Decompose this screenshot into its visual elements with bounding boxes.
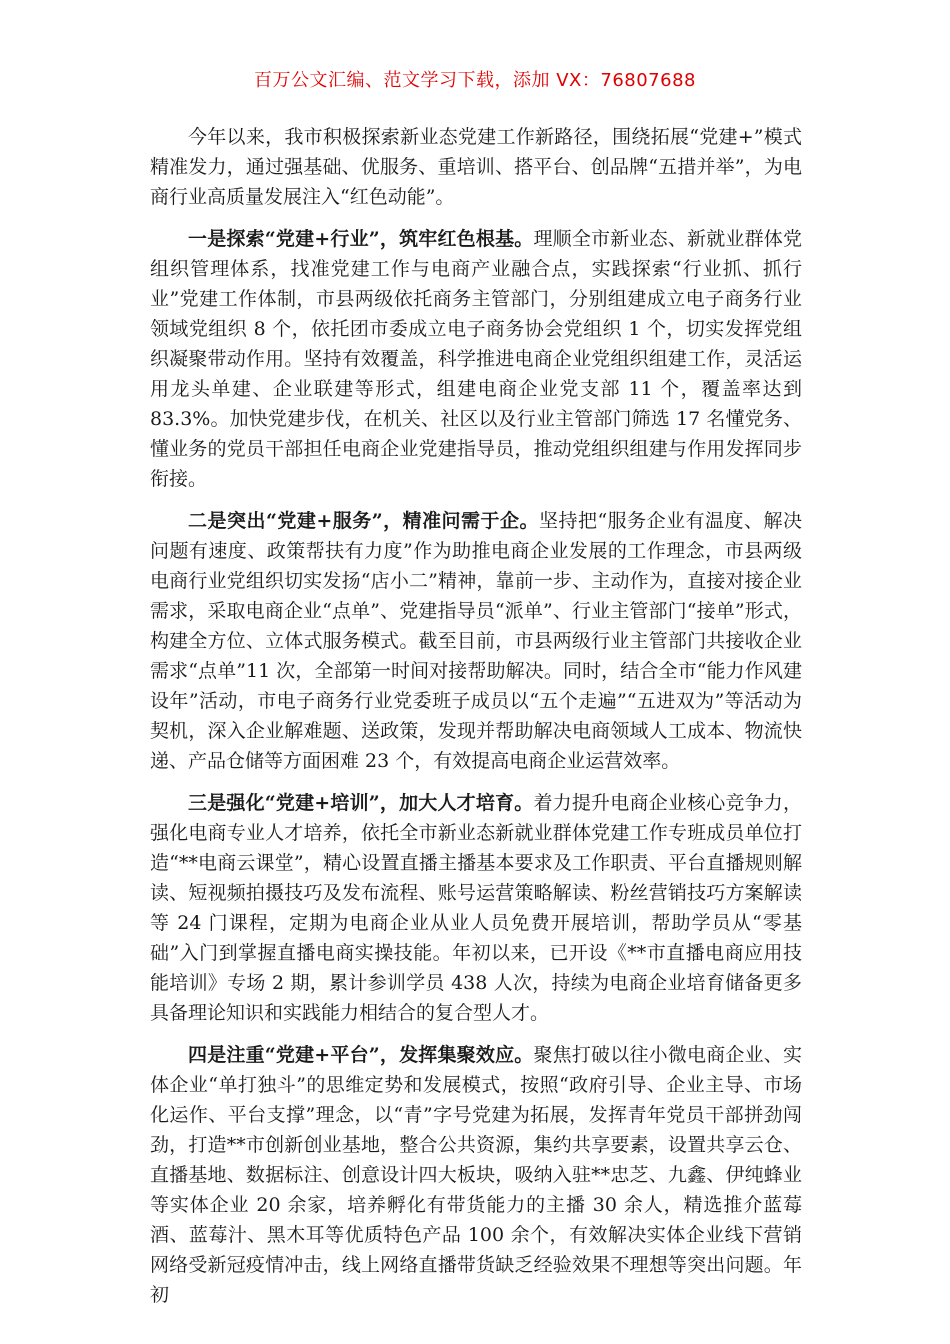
section-body-3: 着力提升电商企业核心竞争力，强化电商专业人才培养，依托全市新业态新就业群体党建工作专班成员单位打造“**电商云课堂”，精心设置直播主播基本要求及工作职责、平台直播规则解读、短视频拍摄技巧及发布流程、账号运营策略解读、粉丝营销技巧方案解读等 24 门课程，定期为电商企业从业人员免费开展培训，帮助学员从“零基础”入门到掌握直播电商实操技能。年初以来，已开设《**市直播电商应用技能培训》专场 2 期，累计参训学员 438 人次，持续为电商企业培育储备更多具备理论知识和实践能力相结合的复合型人才。 [150,792,802,1024]
section-lead-4: 四是注重“党建+平台”，发挥集聚效应。 [188,1044,534,1066]
section-lead-2: 二是突出“党建+服务”，精准问需于企。 [188,510,539,532]
section-paragraph-2 [150,506,802,776]
document-body [150,122,802,1322]
section-body-2: 坚持把“服务企业有温度、解决问题有速度、政策帮扶有力度”作为助推电商企业发展的工作理念，市县两级电商行业党组织切实发扬“店小二”精神，靠前一步、主动作为，直接对接企业需求，采取电商企业“点单”、党建指导员“派单”、行业主管部门“接单”形式，构建全方位、立体式服务模式。截至目前，市县两级行业主管部门共接收企业需求“点单”11 次，全部第一时间对接帮助解决。同时，结合全市“能力作风建设年”活动，市电子商务行业党委班子成员以“五个走遍”“五进双为”等活动为契机，深入企业解难题、送政策，发现并帮助解决电商领域人工成本、物流快递、产品仓储等方面困难 23 个，有效提高电商企业运营效率。 [150,510,802,772]
section-paragraph-1 [150,224,802,494]
section-lead-3: 三是强化“党建+培训”，加大人才培育。 [188,792,534,814]
section-lead-1: 一是探索“党建+行业”，筑牢红色根基。 [188,228,534,250]
section-body-1: 理顺全市新业态、新就业群体党组织管理体系，找准党建工作与电商产业融合点，实践探索“行业抓、抓行业”党建工作体制，市县两级依托商务主管部门，分别组建成立电子商务行业领域党组织 8 个，依托团市委成立电子商务协会党组织 1 个，切实发挥党组织凝聚带动作用。坚持有效覆盖，科学推进电商企业党组织组建工作，灵活运用龙头单建、企业联建等形式，组建电商企业党支部 11 个，覆盖率达到 83.3%。加快党建步伐，在机关、社区以及行业主管部门筛选 17 名懂党务、懂业务的党员干部担任电商企业党建指导员，推动党组织组建与作用发挥同步衔接。 [150,228,802,490]
section-paragraph-3 [150,788,802,1028]
header-banner: 百万公文汇编、范文学习下载，添加 VX：76807688 [254,70,696,91]
section-paragraph-4 [150,1040,802,1310]
intro-paragraph: 今年以来，我市积极探索新业态党建工作新路径，围绕拓展“党建+”模式精准发力，通过强基础、优服务、重培训、搭平台、创品牌“五措并举”，为电商行业高质量发展注入“红色动能”。 [150,126,802,208]
section-body-4: 聚焦打破以往小微电商企业、实体企业“单打独斗”的思维定势和发展模式，按照“政府引导、企业主导、市场化运作、平台支撑”理念，以“青”字号党建为拓展，发挥青年党员干部拼劲闯劲，打造**市创新创业基地，整合公共资源，集约共享要素，设置共享云仓、直播基地、数据标注、创意设计四大板块，吸纳入驻**忠芝、九鑫、伊纯蜂业等实体企业 20 余家，培养孵化有带货能力的主播 30 余人，精选推介蓝莓酒、蓝莓汁、黑木耳等优质特色产品 100 余个，有效解决实体企业线下营销网络受新冠疫情冲击，线上网络直播带货缺乏经验效果不理想等突出问题。年初 [150,1044,802,1306]
